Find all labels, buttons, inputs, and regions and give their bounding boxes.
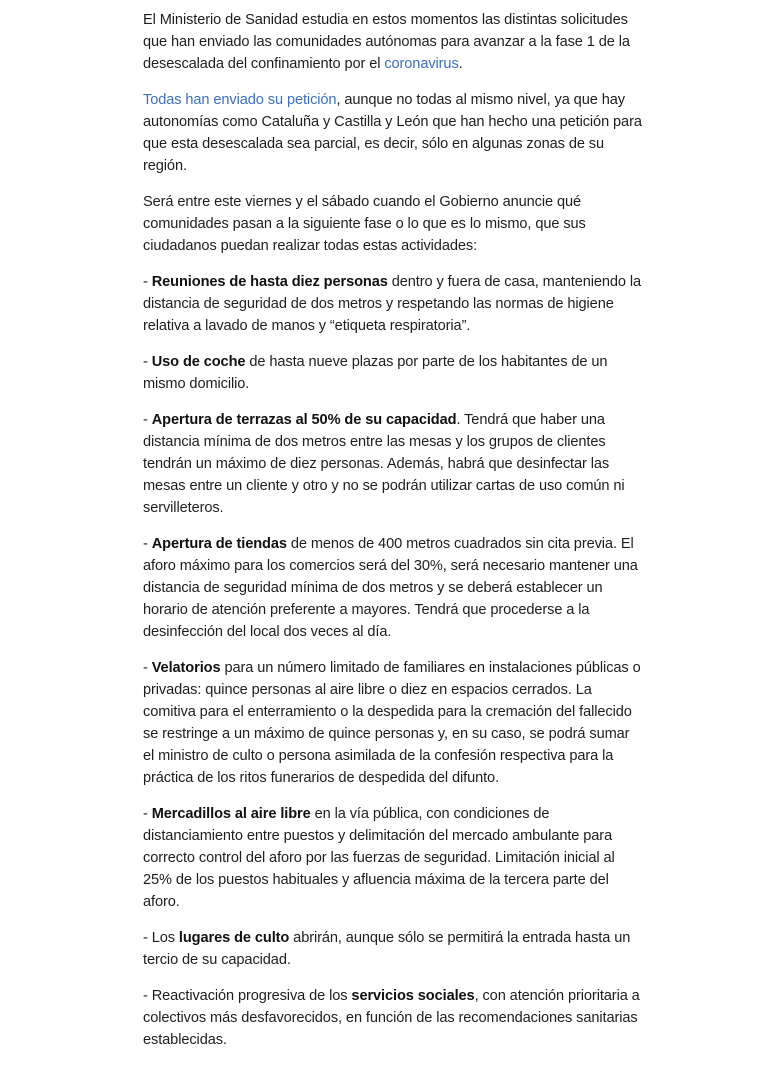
list-item: [143, 271, 643, 337]
item-prefix: -: [143, 274, 152, 290]
item-title: servicios sociales: [351, 988, 475, 1004]
list-item: [143, 351, 643, 395]
item-text: de menos de 400 metros cuadrados sin cita previa. El aforo máximo para los comercios será del 30%, será necesario mantener una distancia de seguridad mínima de dos metros y se deberá establecer un horario de atención preferente a mayores. Tendrá que procederse a la desinfección del local dos veces al día.: [143, 536, 638, 640]
item-text: de hasta nueve plazas por parte de los habitantes de un mismo domicilio.: [143, 354, 608, 392]
item-title: Reuniones de hasta diez personas: [151, 274, 388, 290]
list-item: [143, 927, 643, 971]
item-text: abrirán, aunque sólo se permitirá la entrada hasta un tercio de su capacidad.: [143, 930, 631, 968]
intro-text: El Ministerio de Sanidad estudia en estos momentos las distintas solicitudes que han enviado las comunidades autónomas para avanzar a la fase 1 de la desescalada del confinamiento por el: [143, 12, 630, 72]
item-title: Apertura de tiendas: [151, 536, 287, 552]
list-item: [143, 985, 643, 1051]
item-prefix: -: [143, 536, 152, 552]
item-title: Apertura de terrazas al 50% de su capacidad: [151, 412, 457, 428]
list-item: [143, 533, 643, 643]
intro-text-end: .: [458, 56, 463, 72]
item-prefix: -: [143, 806, 152, 822]
item-prefix: - Reactivación progresiva de los: [143, 988, 352, 1004]
item-title: Uso de coche: [151, 354, 246, 370]
item-prefix: -: [143, 354, 152, 370]
coronavirus-link[interactable]: coronavirus: [384, 56, 459, 72]
item-prefix: -: [143, 660, 152, 676]
item-prefix: - Los: [143, 930, 179, 946]
list-item: [143, 409, 643, 519]
list-item: [143, 803, 643, 913]
list-item: [143, 657, 643, 789]
petition-paragraph: [143, 89, 643, 177]
article-body: [143, 9, 643, 1065]
item-text: para un número limitado de familiares en instalaciones públicas o privadas: quince personas al aire libre o diez en espacios cerrados. La comitiva para el enterramiento o la despedida para la cremación del fallecido se restringe a un máximo de quince personas y, en su caso, se podrá sumar el ministro de culto o persona asimilada de la confesión respectiva para la práctica de los ritos funerarios de despedida del difunto.: [143, 660, 641, 786]
activities-intro-paragraph: Será entre este viernes y el sábado cuando el Gobierno anuncie qué comunidades pasan a la siguiente fase o lo que es lo mismo, que sus ciudadanos puedan realizar todas estas actividades:: [143, 194, 586, 254]
item-prefix: -: [143, 412, 152, 428]
item-title: lugares de culto: [178, 930, 290, 946]
item-title: Velatorios: [151, 660, 221, 676]
petition-text: , aunque no todas al mismo nivel, ya que hay autonomías como Cataluña y Castilla y León que han hecho una petición para que esta desescalada sea parcial, es decir, sólo en algunas zonas de su región.: [143, 92, 642, 174]
item-text: dentro y fuera de casa, manteniendo la distancia de seguridad de dos metros y respetando las normas de higiene relativa a lavado de manos y “etiqueta respiratoria”.: [143, 274, 642, 334]
item-title: Mercadillos al aire libre: [151, 806, 311, 822]
item-text: en la vía pública, con condiciones de distanciamiento entre puestos y delimitación del mercado ambulante para correcto control del aforo por las fuerzas de seguridad. Limitación inicial al 25% de los puestos habituales y afluencia máxima de la tercera parte del aforo.: [143, 806, 615, 910]
intro-paragraph: [143, 9, 643, 75]
item-text: . Tendrá que haber una distancia mínima de dos metros entre las mesas y los grupos de clientes tendrán un máximo de diez personas. Además, habrá que desinfectar las mesas entre un cliente y otro y no se podrán utilizar cartas de uso común ni servilleteros.: [143, 412, 625, 516]
petition-link[interactable]: Todas han enviado su petición: [143, 92, 337, 108]
item-text: , con atención prioritaria a colectivos más desfavorecidos, en función de las recomendaciones sanitarias establecidas.: [143, 988, 640, 1048]
